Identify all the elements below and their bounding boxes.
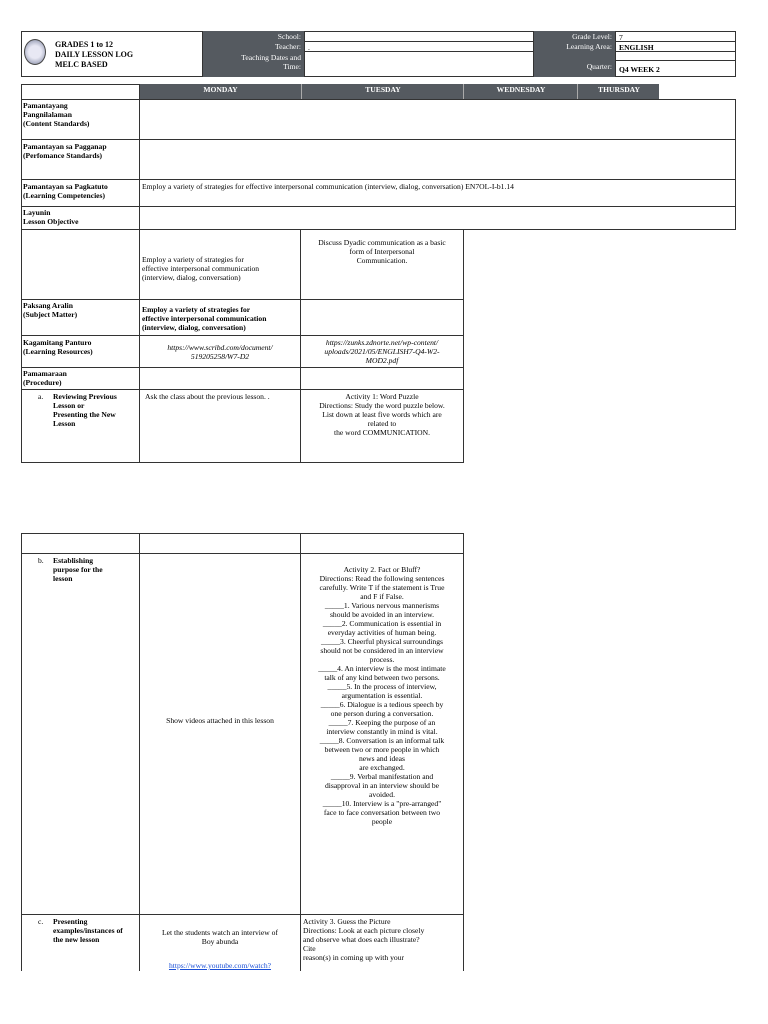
step-b-letter: b. bbox=[38, 556, 44, 565]
grade-level-label: Grade Level: bbox=[572, 32, 612, 41]
melc-title: MELC BASED bbox=[55, 60, 108, 69]
step-c-letter: c. bbox=[38, 917, 44, 926]
day-tuesday: TUESDAY bbox=[301, 84, 463, 100]
quarter-label: Quarter: bbox=[586, 62, 612, 71]
teacher-label: Teacher: bbox=[274, 42, 301, 51]
step-a-tuesday: Activity 1: Word Puzzle Directions: Study the word puzzle below. List down at least five words which are related to the word COMMUNICATION. bbox=[319, 392, 445, 437]
step-b-label: Establishing purpose for the lesson bbox=[53, 556, 103, 583]
step-a-label: Reviewing Previous Lesson or Presenting the New Lesson bbox=[53, 392, 117, 428]
learning-area-label: Learning Area: bbox=[566, 42, 612, 51]
dll-title: DAILY LESSON LOG bbox=[55, 50, 134, 59]
learning-area-field[interactable]: ENGLISH bbox=[615, 41, 736, 52]
content-standards-label: Pamantayang Pangnilalaman (Content Standards) bbox=[23, 101, 90, 128]
grade-level-field[interactable]: 7 bbox=[615, 31, 736, 42]
day-header-empty bbox=[21, 84, 140, 100]
step-c-tuesday: Activity 3. Guess the Picture Directions: Look at each picture closely and observe what does each illustrate? Cite reason(s) in coming up with your bbox=[303, 917, 425, 962]
performance-standards-label: Pamantayan sa Pagganap (Perfomance Standards) bbox=[23, 142, 107, 160]
resources-label: Kagamitang Panturo (Learning Resources) bbox=[23, 338, 93, 356]
step-c-monday: Let the students watch an interview of Boy abunda bbox=[162, 928, 278, 946]
day-wednesday: WEDNESDAY bbox=[463, 84, 577, 100]
step-a-letter: a. bbox=[38, 392, 44, 401]
step-b-monday: Show videos attached in this lesson bbox=[166, 716, 274, 725]
objective-monday: Employ a variety of strategies for effective interpersonal communication (interview, dialog, conversation) bbox=[142, 255, 260, 282]
day-monday: MONDAY bbox=[140, 84, 301, 100]
day-thursday: THURSDAY bbox=[577, 84, 659, 100]
step-b-tuesday: Activity 2. Fact or Bluff? Directions: Read the following sentences carefully. Write T if the statement is True and F if False. _____1. Various nervous mannerisms should be avoided in an interview. _____2. Communication is essential in everyday activities of human being. _____3. Cheerful physical surroundings should not be considered in an interview process. _____4. An interview is the most intimate talk of any kind between two persons. _____5. In the process of interview, argumentation is essential. _____6. Dialogue is a tedious speech by one person during a conversation. _____7. Keeping the purpose of an interview constantly in mind is vital. _____8. Conversation is an informal talk between two or more people in which news and ideas are exchanged. _____9. Verbal manifestation and disapproval in an interview should be avoided. _____10. Interview is a "pre-arranged" face to face conversation between two people bbox=[318, 565, 446, 826]
procedure-label: Pamamaraan (Procedure) bbox=[23, 369, 67, 387]
step-a-monday: Ask the class about the previous lesson. . bbox=[145, 392, 270, 401]
step-c-monday-link[interactable]: https://www.youtube.com/watch? bbox=[168, 961, 271, 970]
dates-label: Teaching Dates and Time: bbox=[241, 53, 301, 71]
subject-monday: Employ a variety of strategies for effective interpersonal communication (interview, dialog, conversation) bbox=[142, 305, 267, 332]
step-c-label: Presenting examples/instances of the new lesson bbox=[53, 917, 123, 944]
competencies-text: Employ a variety of strategies for effective interpersonal communication (interview, dialog, conversation) EN7OL-I-b1.14 bbox=[142, 182, 514, 191]
dates-field[interactable] bbox=[304, 51, 534, 77]
teacher-field[interactable]: . bbox=[304, 41, 534, 52]
competencies-label: Pamantayan sa Pagkatuto (Learning Competencies) bbox=[23, 182, 108, 200]
objective-label: Layunin Lesson Objective bbox=[23, 208, 79, 226]
resources-monday[interactable]: https://www.scribd.com/document/ 519205258/W7-D2 bbox=[167, 343, 273, 361]
school-label: School: bbox=[277, 32, 301, 41]
resources-tuesday[interactable]: https://zunks.zdnorte.net/wp-content/ uploads/2021/05/ENGLISH7-Q4-W2- MOD2.pdf bbox=[324, 338, 440, 365]
quarter-field[interactable]: Q4 WEEK 2 bbox=[615, 60, 736, 77]
objective-tuesday: Discuss Dyadic communication as a basic form of Interpersonal Communication. bbox=[318, 238, 446, 265]
grades-title: GRADES 1 to 12 bbox=[55, 40, 114, 49]
deped-seal-icon bbox=[24, 39, 46, 65]
subject-label: Paksang Aralin (Subject Matter) bbox=[23, 301, 78, 319]
